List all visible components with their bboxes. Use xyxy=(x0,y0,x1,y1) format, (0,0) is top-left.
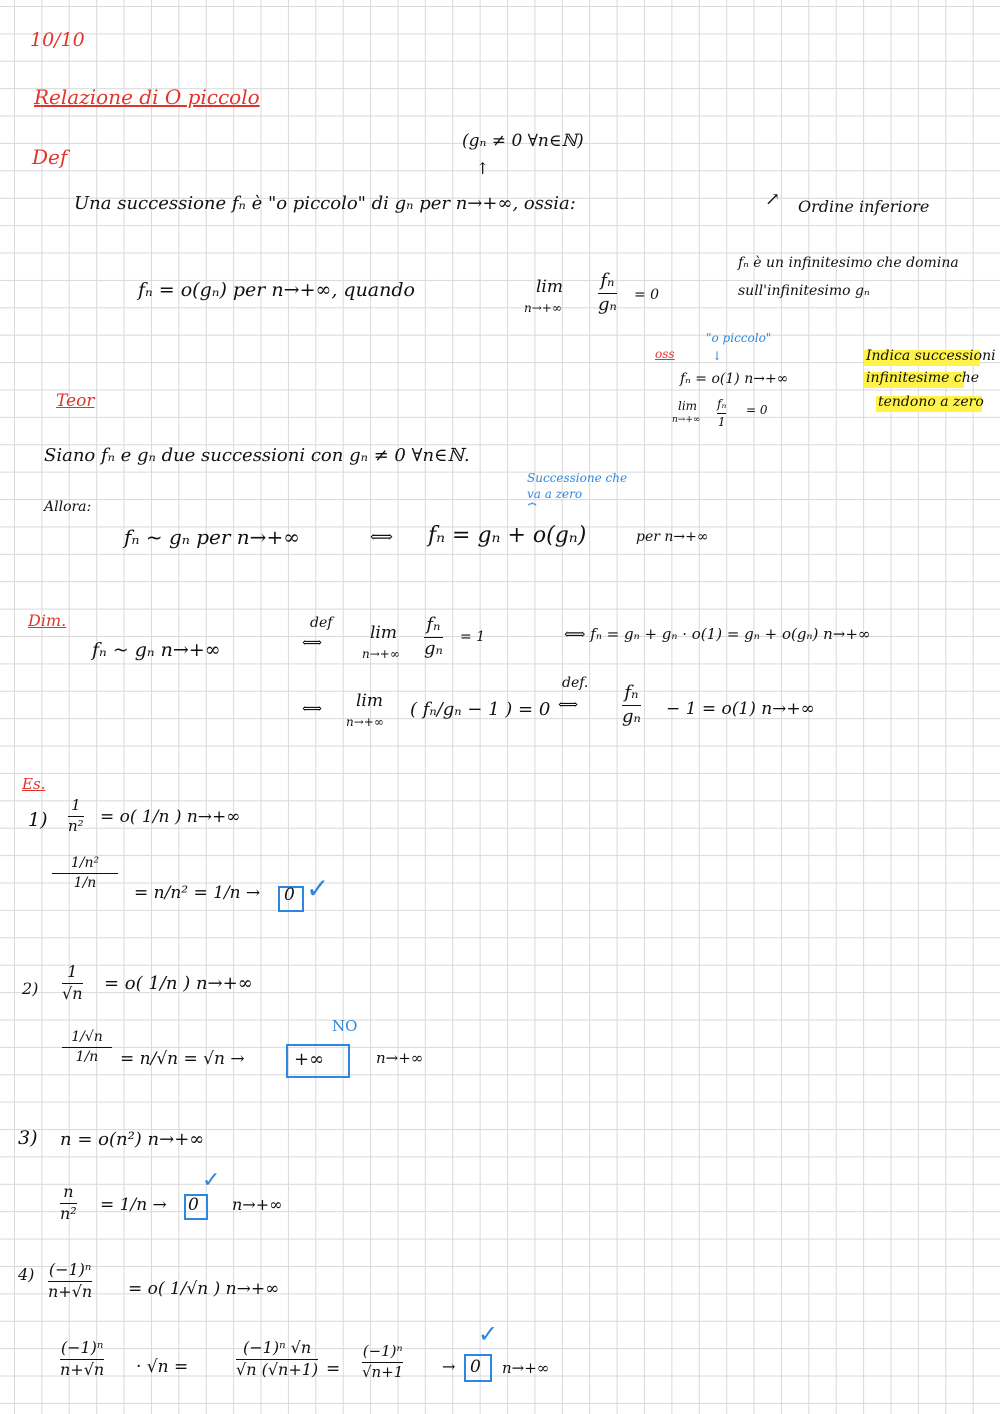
oss-eq: = 0 xyxy=(746,403,768,417)
oss-formula: fₙ = o(1) n→+∞ xyxy=(680,371,789,387)
ex4-statement: = o( 1/√n ) n→+∞ xyxy=(128,1279,280,1299)
definition-lim-sub: n→+∞ xyxy=(524,301,562,315)
oss-arrow-icon: ↓ xyxy=(712,349,723,363)
ex4-tail: n→+∞ xyxy=(502,1359,550,1377)
ex2-complex-fraction xyxy=(62,1030,112,1064)
proof-line1-right: ⟺ fₙ = gₙ + gₙ · o(1) = gₙ + o(gₙ) n→+∞ xyxy=(564,625,871,643)
ex1-result: 0 xyxy=(284,885,295,905)
definition-sentence: Una successione fₙ è "o piccolo" di gₙ per n→+∞, ossia: xyxy=(74,193,576,214)
ex3-fraction xyxy=(60,1184,77,1223)
proof-fraction-2 xyxy=(622,684,641,727)
theorem-note-line1: Successione che xyxy=(527,471,628,485)
oss-fraction-numerator: fₙ xyxy=(717,397,727,411)
definition-eq-zero: = 0 xyxy=(634,287,660,303)
definition-note-line2: sull'infinitesimo gₙ xyxy=(738,283,870,299)
ex2-lhs-numerator: 1 xyxy=(67,962,78,981)
theorem-right: fₙ = gₙ + o(gₙ) xyxy=(428,523,587,548)
ex3-result: 0 xyxy=(188,1195,199,1215)
ex4-fraction-3-denominator: √n+1 xyxy=(362,1362,404,1381)
ex4-number: 4) xyxy=(18,1265,35,1284)
theorem-statement: Siano fₙ e gₙ due successioni con gₙ ≠ 0 ∀n∈ℕ. xyxy=(44,445,470,466)
ex4-fraction-1-denominator: n+√n xyxy=(60,1359,105,1379)
ex1-lhs-numerator: 1 xyxy=(71,796,81,814)
check-icon: ✓ xyxy=(202,1168,221,1193)
proof-eq-one: = 1 xyxy=(460,629,486,645)
definition-formula: fₙ = o(gₙ) per n→+∞, quando xyxy=(138,279,415,301)
ex4-calc-mid: · √n = xyxy=(136,1357,189,1377)
definition-condition: (gₙ ≠ 0 ∀n∈ℕ) xyxy=(462,131,584,151)
ex2-verdict: NO xyxy=(332,1017,358,1035)
proof-line1-left: fₙ ~ gₙ n→+∞ xyxy=(92,639,221,661)
theorem-label: Teor xyxy=(56,391,95,411)
oss-label: oss xyxy=(655,347,675,361)
ex3-calc: = 1/n → xyxy=(100,1195,167,1215)
ex4-fraction-2-numerator: (−1)ⁿ √n xyxy=(243,1338,312,1357)
ex4-fraction-3 xyxy=(362,1344,403,1381)
brace-icon: ⏞ xyxy=(528,503,537,519)
ex2-calc: = n/√n = √n → xyxy=(120,1049,245,1069)
theorem-iff: ⟺ xyxy=(370,527,393,546)
proof-iff-2: ⟺ xyxy=(302,701,323,717)
ex1-calc: = n/n² = 1/n → xyxy=(134,883,261,903)
ex3-denominator: n² xyxy=(60,1203,77,1223)
proof-iff-3: ⟺ xyxy=(558,697,579,713)
ex2-tail: n→+∞ xyxy=(376,1049,424,1067)
theorem-then: Allora: xyxy=(44,499,92,515)
ex1-complex-denominator: 1/n xyxy=(73,874,97,891)
ex3-tail: n→+∞ xyxy=(232,1195,283,1214)
ex4-fraction-1 xyxy=(60,1340,104,1379)
ex4-fraction-3-numerator: (−1)ⁿ xyxy=(362,1342,403,1360)
oss-fraction xyxy=(717,398,726,428)
ex3-numerator: n xyxy=(63,1182,74,1201)
ex4-fraction-2 xyxy=(236,1340,318,1379)
theorem-left: fₙ ~ gₙ per n→+∞ xyxy=(124,525,300,549)
proof-lim-2: lim xyxy=(356,691,383,711)
oss-lim-sub: n→+∞ xyxy=(672,415,701,425)
ex1-lhs-denominator: n² xyxy=(68,816,84,835)
proof-iff: ⟺ xyxy=(302,635,323,651)
proof-fraction-2-denominator: gₙ xyxy=(622,705,641,727)
ex3-statement: n = o(n²) n→+∞ xyxy=(60,1129,205,1150)
definition-fraction xyxy=(598,272,617,315)
ex4-lhs-numerator: (−1)ⁿ xyxy=(48,1260,92,1279)
proof-line2-lim-part: ( fₙ/gₙ − 1 ) = 0 xyxy=(410,699,551,720)
ex4-fraction-1-numerator: (−1)ⁿ xyxy=(60,1338,104,1357)
ex2-complex-numerator: 1/√n xyxy=(71,1029,103,1045)
proof-fraction-numerator: fₙ xyxy=(426,614,441,635)
definition-label: Def xyxy=(32,145,68,169)
check-icon: ✓ xyxy=(306,872,330,905)
ex4-arrow-icon: → xyxy=(442,1357,456,1376)
page-title: Relazione di O piccolo xyxy=(34,85,260,109)
ex3-number: 3) xyxy=(18,1127,38,1149)
ex1-complex-numerator: 1/n² xyxy=(70,855,100,871)
oss-highlight-line3: tendono a zero xyxy=(878,394,984,410)
ex4-equals: = xyxy=(326,1359,341,1379)
ex4-lhs-fraction xyxy=(48,1262,92,1301)
examples-label: Es. xyxy=(22,775,46,793)
page-date: 10/10 xyxy=(30,29,85,51)
oss-highlight-line2: infinitesime che xyxy=(866,370,980,386)
ex1-complex-fraction xyxy=(52,856,118,890)
fraction-denominator: gₙ xyxy=(598,293,617,315)
ex2-statement: = o( 1/n ) n→+∞ xyxy=(104,973,253,994)
condition-arrow-icon: ↑ xyxy=(476,159,490,178)
ex4-fraction-2-denominator: √n (√n+1) xyxy=(236,1359,319,1379)
proof-line2-right: − 1 = o(1) n→+∞ xyxy=(666,699,815,719)
proof-fraction-2-numerator: fₙ xyxy=(624,682,639,703)
oss-lim: lim xyxy=(678,399,698,413)
oss-fraction-denominator: 1 xyxy=(717,414,726,429)
ex2-result: +∞ xyxy=(294,1049,325,1070)
oss-highlight-line1: Indica successioni xyxy=(866,348,996,364)
lower-order-label: Ordine inferiore xyxy=(798,197,930,216)
ex2-complex-denominator: 1/n xyxy=(75,1048,99,1065)
oss-quote: "o piccolo" xyxy=(706,331,772,345)
theorem-note-line2: va a zero xyxy=(527,487,583,501)
ex1-statement: = o( 1/n ) n→+∞ xyxy=(100,807,241,827)
ex4-lhs-denominator: n+√n xyxy=(48,1281,93,1301)
definition-lim: lim xyxy=(536,277,563,297)
ex2-lhs-fraction xyxy=(62,964,83,1003)
ex1-lhs-fraction xyxy=(68,798,84,835)
proof-lim: lim xyxy=(370,623,397,643)
proof-fraction xyxy=(424,616,443,659)
proof-fraction-denominator: gₙ xyxy=(424,637,443,659)
arrow-icon: ↗ xyxy=(765,189,781,210)
ex1-number: 1) xyxy=(28,809,48,831)
proof-lim-sub-2: n→+∞ xyxy=(346,715,384,729)
check-icon: ✓ xyxy=(478,1320,499,1348)
ex2-lhs-denominator: √n xyxy=(62,983,83,1003)
proof-def-dot: def. xyxy=(562,675,589,691)
theorem-tail: per n→+∞ xyxy=(636,529,709,545)
definition-note-line1: fₙ è un infinitesimo che domina xyxy=(738,255,959,271)
ex4-result: 0 xyxy=(470,1357,481,1377)
proof-label: Dim. xyxy=(28,611,67,630)
proof-def: def xyxy=(310,615,333,631)
fraction-numerator: fₙ xyxy=(600,270,615,291)
proof-lim-sub: n→+∞ xyxy=(362,647,400,661)
ex2-number: 2) xyxy=(22,979,39,998)
